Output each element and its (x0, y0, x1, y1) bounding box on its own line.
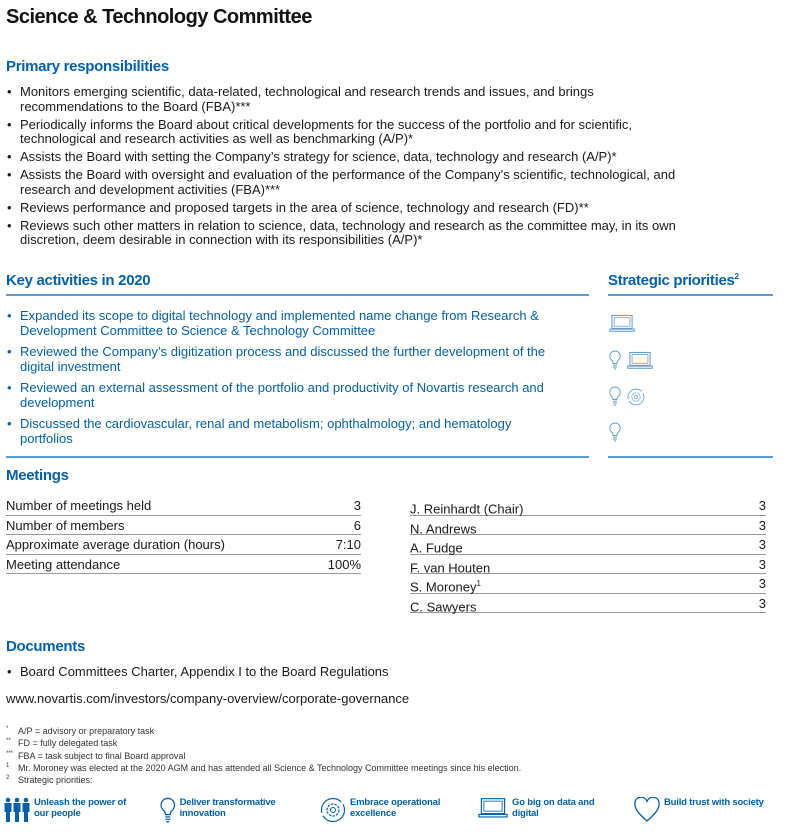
page-title: Science & Technology Committee (6, 6, 312, 28)
priority-legend-item (4, 797, 134, 823)
footnote (6, 738, 117, 748)
responsibility-item: • Periodically informs the Board about critical developments for the success of the portfolio and for scientific, technological and research activities as well as benchmarking (A/P)* (6, 118, 696, 147)
stat-value: 6 (353, 517, 361, 533)
meeting-stats-table (6, 496, 361, 574)
stat-row (6, 496, 361, 516)
member-row (410, 496, 766, 516)
footnote-text: A/P = advisory or preparatory task (18, 726, 155, 736)
member-attendance: 3 (758, 517, 766, 533)
activity-item: • Discussed the cardiovascular, renal and metabolism; ophthalmology; and hematology portfolios (6, 417, 566, 446)
member-name (410, 516, 476, 535)
stat-label: Approximate average duration (hours) (6, 537, 225, 552)
footnote-mark: ** (6, 738, 11, 745)
footnote-mark: 2 (6, 775, 10, 782)
lightbulb-icon (609, 386, 621, 406)
divider (6, 294, 589, 296)
member-attendance: 3 (758, 576, 766, 591)
stat-label: Number of meetings held (6, 498, 152, 513)
gear-icon (627, 388, 645, 406)
responsibility-item: • Assists the Board with setting the Company’s strategy for science, data, technology and research (A/P)* (6, 150, 696, 165)
member-name-text: S. Moroney (410, 579, 477, 595)
stat-label: Number of members (6, 517, 125, 533)
priority-label: Build trust with society (664, 797, 764, 808)
member-attendance: 3 (758, 537, 766, 552)
member-row (410, 535, 766, 555)
member-name-text: C. Sawyers (410, 598, 477, 614)
stat-row (6, 555, 361, 575)
divider (6, 456, 589, 458)
lightbulb-icon (160, 797, 176, 823)
footnote (6, 775, 93, 785)
member-attendance: 3 (758, 556, 766, 572)
responsibility-item: • Reviews performance and proposed targets in the area of science, technology and research (FD)** (6, 201, 696, 216)
governance-link[interactable]: www.novartis.com/investors/company-overview/corporate-governance (6, 691, 410, 706)
stat-value: 3 (353, 498, 361, 513)
stat-value: 7:10 (335, 537, 361, 552)
responsibility-item: • Assists the Board with oversight and evaluation of the performance of the Company’s scientific, technological, and research and development activities (FBA)*** (6, 168, 696, 197)
priority-label: Deliver transformative innovation (179, 797, 276, 819)
member-name (410, 574, 481, 593)
member-name (410, 496, 523, 515)
lightbulb-icon (609, 422, 621, 442)
document-item[interactable]: • Board Committees Charter, Appendix I to the Board Regulations (6, 665, 389, 680)
priority-legend-item (160, 797, 280, 823)
member-name-text: N. Andrews (410, 520, 477, 536)
footnote-text: FBA = task subject to final Board approval (18, 750, 186, 761)
stat-row (6, 516, 361, 536)
lightbulb-icon (609, 350, 621, 370)
activity-item: • Reviewed the Company’s digitization process and discussed the further development of the digital investment (6, 345, 566, 374)
member-row (410, 555, 766, 575)
heart-icon (634, 797, 660, 823)
footnote (6, 751, 185, 761)
activities-heading: Key activities in 2020 (6, 272, 151, 289)
laptop-icon (478, 797, 508, 819)
people-icon (4, 797, 30, 823)
footnote-text: Mr. Moroney was elected at the 2020 AGM and has attended all Science & Technology Committee meetings since his election. (18, 762, 522, 773)
gear-icon (320, 797, 346, 823)
divider (608, 294, 773, 296)
footnote-text: FD = fully delegated task (18, 738, 118, 749)
priority-label: Unleash the power of our people (34, 797, 127, 819)
member-row (410, 574, 766, 594)
activity-priority-icons (609, 422, 621, 442)
priorities-heading-text: Strategic priorities (608, 272, 735, 289)
priority-label: Embrace operational excellence (350, 797, 441, 819)
member-attendance: 3 (758, 595, 766, 611)
priority-label: Go big on data and digital (512, 797, 595, 819)
member-attendance: 3 (758, 498, 766, 513)
member-name-text: A. Fudge (410, 540, 463, 556)
member-name-text: F. van Houten (410, 559, 491, 575)
member-name-text: J. Reinhardt (Chair) (410, 501, 524, 517)
footnote-mark: *** (6, 750, 14, 757)
footnote-mark: 1 (6, 762, 10, 769)
primary-heading: Primary responsibilities (6, 58, 169, 75)
footnote-ref: 1 (476, 579, 481, 588)
meetings-heading: Meetings (6, 467, 69, 484)
laptop-icon (627, 351, 653, 370)
priority-legend-item (634, 797, 791, 823)
activity-item: • Expanded its scope to digital technology and implemented name change from Research & Development Committee to Science & Technology Committee (6, 309, 566, 338)
responsibility-item: • Reviews such other matters in relation to science, data, technology and research as the committee may, in its own discretion, deem desirable in connection with its responsibilities (A/P)* (6, 219, 696, 248)
footnote-ref: 2 (734, 272, 739, 281)
member-name (410, 555, 490, 574)
member-name (410, 594, 476, 613)
activity-priority-icons (609, 314, 635, 333)
activity-item: • Reviewed an external assessment of the portfolio and productivity of Novartis research and development (6, 381, 566, 410)
divider (608, 456, 773, 458)
footnote-mark: * (6, 726, 9, 732)
priority-legend-item (478, 797, 612, 819)
footnote (6, 726, 154, 736)
stat-row (6, 535, 361, 555)
members-table (410, 496, 766, 613)
laptop-icon (609, 314, 635, 333)
stat-label: Meeting attendance (6, 556, 121, 572)
priority-legend-item (320, 797, 450, 823)
activity-priority-icons (609, 350, 653, 370)
documents-heading: Documents (6, 638, 85, 655)
responsibility-item: • Monitors emerging scientific, data-related, technological and research trends and issues, and brings recommendations to the Board (FBA)*** (6, 85, 696, 114)
member-row (410, 516, 766, 536)
member-name (410, 535, 463, 554)
footnote-text: Strategic priorities: (18, 775, 93, 786)
stat-value: 100% (327, 556, 361, 572)
documents-list (6, 665, 389, 683)
priorities-heading (608, 272, 739, 289)
responsibilities-list (6, 85, 696, 251)
footnote (6, 763, 521, 773)
member-row (410, 594, 766, 614)
activity-priority-icons (609, 386, 645, 406)
